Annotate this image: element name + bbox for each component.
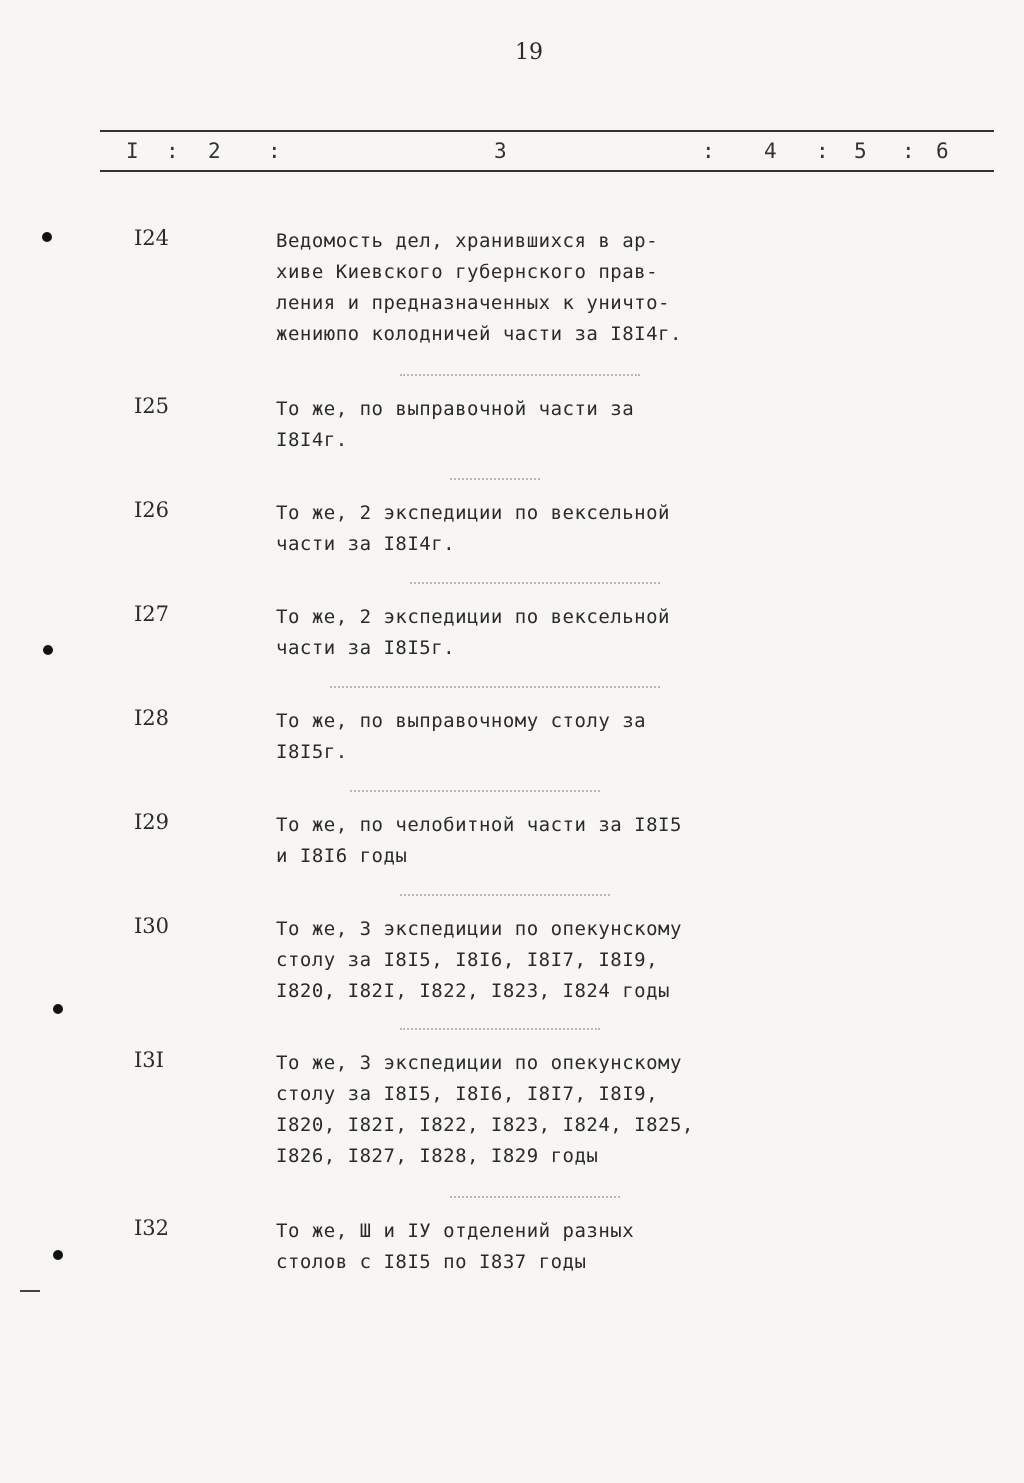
entry-description: То же, по выправочному столу за I8I5г. xyxy=(276,710,647,763)
entry-number: I3I xyxy=(134,1048,164,1072)
column-separator: : xyxy=(816,139,829,163)
entry-description: То же, Ш и IУ отделений разных столов с I8I5 по I837 годы xyxy=(276,1220,635,1273)
divider xyxy=(400,1028,600,1030)
header-rule-bottom xyxy=(100,170,994,172)
divider xyxy=(450,1196,620,1198)
entry-number: I27 xyxy=(134,602,170,626)
divider xyxy=(330,686,660,688)
entry-description: То же, 3 экспедиции по опекунскому столу за I8I5, I8I6, I8I7, I8I9, I820, I82I, I822, I823, I824, I825, I826, I827, I828, I829 годы xyxy=(276,1052,694,1167)
entry-number: I30 xyxy=(134,914,170,938)
entry-number: I25 xyxy=(134,394,170,418)
column-separator: : xyxy=(166,139,179,163)
binder-hole xyxy=(53,1004,63,1014)
column-separator: : xyxy=(702,139,715,163)
divider xyxy=(400,374,640,376)
column-header-2: 2 xyxy=(208,139,221,163)
entry-description: Ведомость дел, хранившихся в ар- хиве Киевского губернского прав- ления и предназначенных к уничто- жениюпо колодничей части за I8I4г. xyxy=(276,230,682,345)
column-header-3: 3 xyxy=(494,139,507,163)
entry-number: I32 xyxy=(134,1216,170,1240)
entry-number: I29 xyxy=(134,810,170,834)
entry-description: То же, по выправочной части за I8I4г. xyxy=(276,398,635,451)
binder-hole xyxy=(53,1250,63,1260)
divider xyxy=(450,478,540,480)
binder-hole xyxy=(42,232,52,242)
divider xyxy=(400,894,610,896)
entry-description: То же, по челобитной части за I8I5 и I8I6 годы xyxy=(276,814,682,867)
page-number: 19 xyxy=(515,40,543,65)
entry-number: I24 xyxy=(134,226,170,250)
binder-hole xyxy=(43,645,53,655)
entry-description: То же, 2 экспедиции по вексельной части за I8I5г. xyxy=(276,606,670,659)
entry-description: То же, 3 экспедиции по опекунскому столу за I8I5, I8I6, I8I7, I8I9, I820, I82I, I822, I823, I824 годы xyxy=(276,918,682,1002)
column-separator: : xyxy=(902,139,915,163)
divider xyxy=(410,582,660,584)
header-rule-top xyxy=(100,130,994,132)
column-separator: : xyxy=(268,139,281,163)
divider xyxy=(350,790,600,792)
column-header-6: 6 xyxy=(936,139,949,163)
margin-mark xyxy=(20,1290,40,1292)
column-header-5: 5 xyxy=(854,139,867,163)
column-header-1: I xyxy=(126,139,139,163)
column-header-4: 4 xyxy=(764,139,777,163)
entry-number: I28 xyxy=(134,706,170,730)
entry-description: То же, 2 экспедиции по вексельной части за I8I4г. xyxy=(276,502,670,555)
entry-number: I26 xyxy=(134,498,170,522)
